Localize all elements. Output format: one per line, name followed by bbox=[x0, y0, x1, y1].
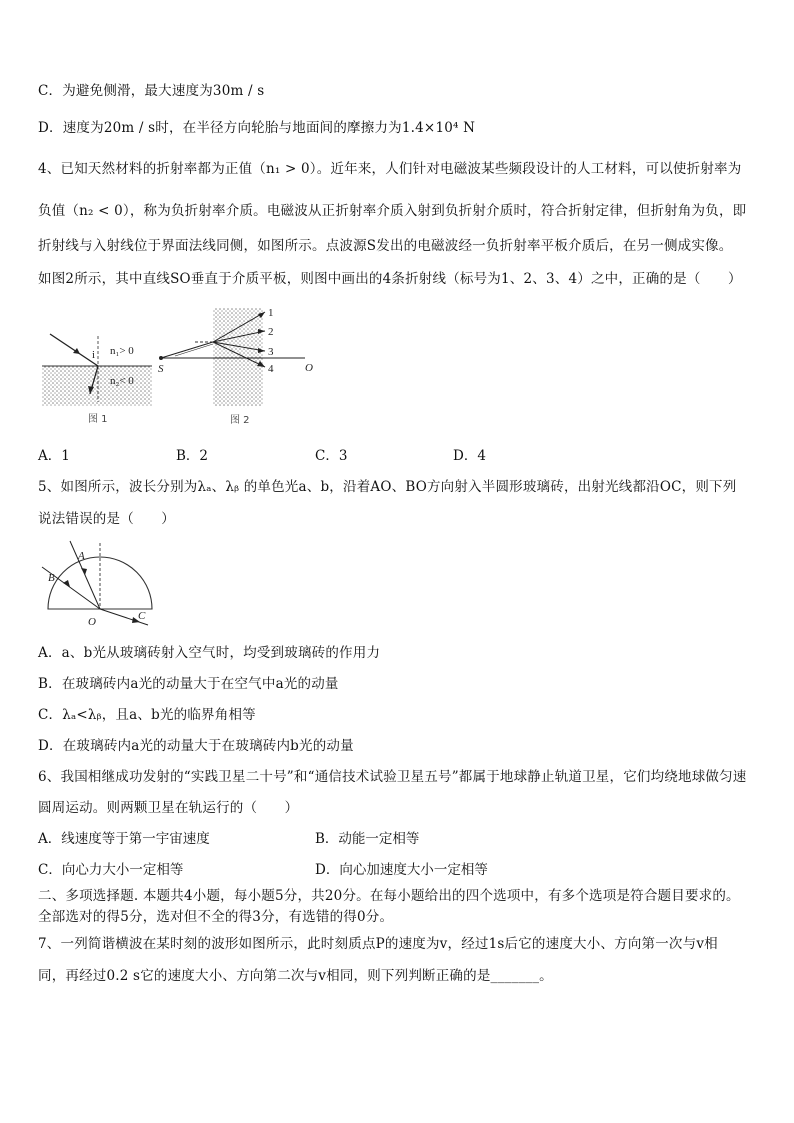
q6-stem-line-1: 6、我国相继成功发射的“实践卫星二十号”和“通信技术试验卫星五号”都属于地球静止轨道卫星，它们均绕地球做匀速 bbox=[38, 769, 747, 785]
fig2-label-4: 4 bbox=[268, 363, 274, 375]
q4-figure-2 bbox=[155, 304, 320, 429]
q4-figure-1 bbox=[40, 322, 155, 427]
section2-heading-line-2: 全部选对的得5分，选对但不全的得3分，有选错的得0分。 bbox=[38, 909, 394, 925]
q4-option-d: D．4 bbox=[453, 448, 486, 464]
q6-option-b: B．动能一定相等 bbox=[315, 831, 420, 847]
section2-heading-line-1: 二、多项选择题. 本题共4小题，每小题5分，共20分。在每小题给出的四个选项中，有多个选项是符合题目要求的。 bbox=[38, 888, 740, 904]
arrow-icon bbox=[73, 348, 80, 354]
q6-option-c: C．向心力大小一定相等 bbox=[38, 862, 184, 878]
q7-stem-line-2: 同，再经过0.2 s它的速度大小、方向第二次与v相同，则下列判断正确的是_______。 bbox=[38, 968, 553, 984]
fig2-label-3: 3 bbox=[268, 346, 274, 358]
q4-stem-line-3: 折射线与入射线位于界面法线同侧，如图所示。点波源S发出的电磁波经一负折射率平板介质后，在另一侧成实像。 bbox=[38, 238, 733, 254]
q5-figure bbox=[40, 537, 165, 629]
q5-label-b: B bbox=[48, 572, 55, 584]
fig1-label-n1: n₁> 0 bbox=[110, 345, 134, 357]
q4-option-c: C．3 bbox=[315, 448, 348, 464]
fig2-label-1: 1 bbox=[268, 307, 274, 319]
fig2-label-s: S bbox=[158, 363, 164, 375]
q5-option-d: D．在玻璃砖内a光的动量大于在玻璃砖内b光的动量 bbox=[38, 738, 354, 754]
ray-inside bbox=[175, 344, 213, 356]
q3-option-c: C．为避免侧滑，最大速度为30m / s bbox=[38, 83, 265, 99]
incident-ray bbox=[50, 334, 98, 366]
q5-label-o: O bbox=[88, 616, 96, 628]
q5-label-a: A bbox=[78, 550, 85, 562]
q5-label-c: C bbox=[138, 610, 146, 622]
q4-stem-line-2: 负值（n₂ < 0），称为负折射率介质。电磁波从正折射率介质入射到负折射介质时，符合折射定律，但折射角为负，即 bbox=[38, 203, 747, 219]
q5-option-c: C．λₐ<λᵦ，且a、b光的临界角相等 bbox=[38, 707, 256, 723]
q6-option-d: D．向心加速度大小一定相等 bbox=[315, 862, 488, 878]
incident-ray bbox=[161, 342, 213, 358]
q5-option-b: B．在玻璃砖内a光的动量大于在空气中a光的动量 bbox=[38, 676, 339, 692]
fig2-label-2: 2 bbox=[268, 326, 274, 338]
q6-stem-line-2: 圆周运动。则两颗卫星在轨运行的（ ） bbox=[38, 800, 299, 816]
q4-option-b: B．2 bbox=[176, 448, 209, 464]
q5-stem-line-2: 说法错误的是（ ） bbox=[38, 511, 175, 527]
fig2-caption: 图 2 bbox=[230, 415, 250, 426]
q6-option-a: A．线速度等于第一宇宙速度 bbox=[38, 831, 210, 847]
fig1-caption: 图 1 bbox=[88, 414, 108, 425]
q7-stem-line-1: 7、一列简谐横波在某时刻的波形如图所示，此时刻质点P的速度为v，经过1s后它的速度大小、方向第一次与v相 bbox=[38, 936, 718, 952]
fig1-label-i: i bbox=[92, 349, 96, 361]
arrow-icon bbox=[63, 580, 70, 587]
q3-option-d: D．速度为20m / s时，在半径方向轮胎与地面间的摩擦力为1.4×10⁴ N bbox=[38, 120, 476, 136]
fig2-label-o: O bbox=[305, 362, 313, 374]
negative-index-medium bbox=[42, 366, 152, 406]
q4-stem-line-1: 4、已知天然材料的折射率都为正值（n₁ > 0）。近年来，人们针对电磁波某些频段设计的人工材料，可以使折射率为 bbox=[38, 161, 742, 177]
q5-stem-line-1: 5、如图所示，波长分别为λₐ、λᵦ 的单色光a、b，沿着AO、BO方向射入半圆形玻璃砖，出射光线都沿OC，则下列 bbox=[38, 479, 737, 495]
q5-option-a: A．a、b光从玻璃砖射入空气时，均受到玻璃砖的作用力 bbox=[38, 645, 381, 661]
q4-option-a: A．1 bbox=[38, 448, 70, 464]
q4-stem-line-4: 如图2所示，其中直线SO垂直于介质平板，则图中画出的4条折射线（标号为1、2、3、4）之中，正确的是（ ） bbox=[38, 271, 742, 287]
medium-slab bbox=[213, 308, 263, 406]
fig1-label-n2: n₂< 0 bbox=[110, 375, 134, 387]
